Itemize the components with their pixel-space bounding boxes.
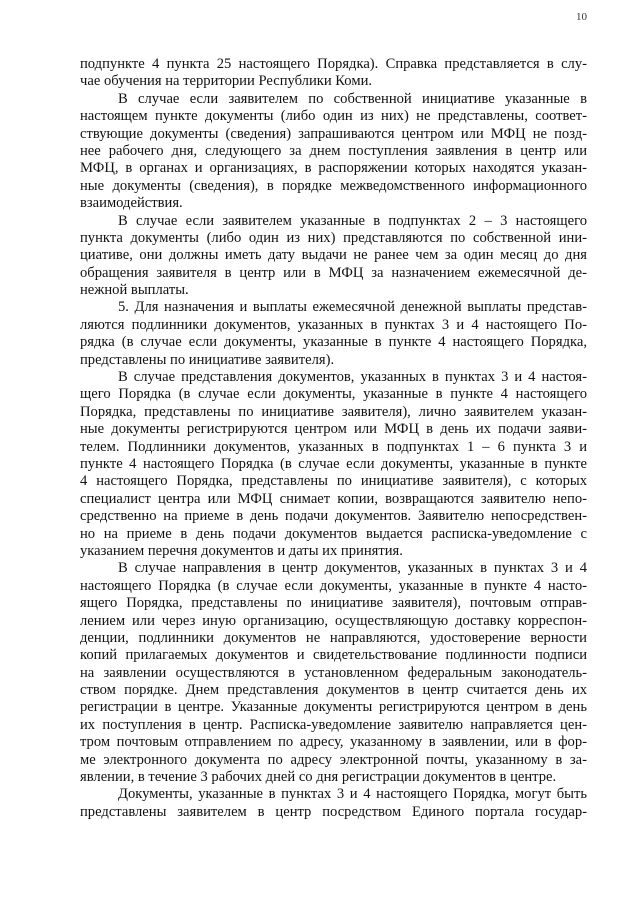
text-line: лением или через иную организацию, осуществляющую доставку корреспон- — [80, 612, 587, 629]
text-line: представлены заявителем в центр посредством Единого портала государ- — [80, 803, 587, 820]
text-line: настоящего Порядка (в случае если документы, указанные в пункте 4 насто- — [80, 577, 587, 594]
text-line: В случае направления в центр документов, указанных в пунктах 3 и 4 — [118, 560, 587, 577]
text-line: ме электронного документа по адресу электронной почты, указанному в за- — [80, 751, 587, 768]
page-number: 10 — [576, 11, 587, 23]
text-line: 5. Для назначения и выплаты ежемесячной денежной выплаты представ- — [118, 299, 587, 316]
text-line: В случае если заявителем указанные в подпунктах 2 – 3 настоящего — [118, 212, 587, 229]
text-line: настоящем пункте документы (либо один из них) не представлены, соответ- — [80, 108, 587, 125]
text-line: Документы, указанные в пунктах 3 и 4 настоящего Порядка, могут быть — [118, 786, 587, 803]
text-line: обращения заявителя в центр или в МФЦ за назначением ежемесячной де- — [80, 264, 587, 281]
text-line: ляются подлинники документов, указанных в пунктах 3 и 4 настоящего По- — [80, 316, 587, 333]
text-line: подпункте 4 пункта 25 настоящего Порядка). Справка представляется в слу- — [80, 56, 587, 72]
text-line: на заявлении осуществляются в установленном федеральным законодатель- — [80, 664, 587, 681]
text-line: ствующие документы (сведения) запрашиваются центром или МФЦ не позд- — [80, 125, 587, 142]
paragraph — [80, 369, 587, 560]
paragraph — [80, 56, 587, 91]
text-line: Порядка, представлены по инициативе заявителя), лично заявителем указан- — [80, 403, 587, 420]
text-line: МФЦ, в органах и организациях, в распоряжении которых находятся указан- — [80, 160, 587, 177]
text-line: представлены по инициативе заявителя). — [80, 351, 335, 368]
text-line: указанием перечня документов и даты их принятия. — [80, 542, 403, 559]
text-line: циативе, они должны иметь дату выдачи не ранее чем за один месяц до дня — [80, 247, 587, 264]
text-line: нежной выплаты. — [80, 282, 189, 299]
text-line: но на приеме в день подачи документов выдается расписка-уведомление с — [80, 525, 587, 542]
text-line: регистрации в центре. Указанные документы регистрируются центром в день — [80, 699, 587, 716]
text-line: тром почтовым отправлением по адресу, указанному в заявлении, или в фор- — [80, 734, 587, 751]
paragraph — [80, 786, 587, 821]
text-line: пункте 4 настоящего Порядка (в случае если документы, указанные в пункте — [80, 455, 587, 472]
document-body — [80, 56, 587, 821]
paragraph — [80, 299, 587, 369]
text-line: В случае если заявителем по собственной инициативе указанные в — [118, 90, 587, 107]
text-line: нее рабочего дня, следующего за днем поступления заявления в центр или — [80, 142, 587, 159]
text-line: В случае представления документов, указанных в пунктах 3 и 4 настоя- — [118, 369, 587, 386]
paragraph — [80, 213, 587, 300]
text-line: рядка (в случае если документы, указанные в пункте 4 настоящего Порядка, — [80, 334, 587, 351]
text-line: взаимодействия. — [80, 195, 183, 212]
text-line: 4 настоящего Порядка, представлены по инициативе заявителя), с которых — [80, 473, 587, 490]
text-line: чае обучения на территории Республики Коми. — [80, 73, 373, 90]
text-line: ящего Порядка, представлены по инициативе заявителя), почтовым отправ- — [80, 595, 587, 612]
paragraph — [80, 560, 587, 786]
text-line: средственно на приеме в день подачи документов. Заявителю непосредствен- — [80, 508, 587, 525]
text-line: щего Порядка (в случае если документы, указанные в пункте 4 настоящего — [80, 386, 587, 403]
text-line: явлении, в течение 3 рабочих дней со дня регистрации документов в центре. — [80, 769, 557, 786]
text-line: денции, подлинники документов не направляются, удостоверение верности — [80, 629, 587, 646]
text-line: их поступления в центр. Расписка-уведомление заявителю направляется цен- — [80, 716, 587, 733]
paragraph — [80, 91, 587, 213]
text-line: телем. Подлинники документов, указанных в подпунктах 1 – 6 пункта 3 и — [80, 438, 587, 455]
text-line: ные документы регистрируются центром или МФЦ в день их подачи заяви- — [80, 421, 587, 438]
text-line: специалист центра или МФЦ снимает копии, возвращаются заявителю непо- — [80, 490, 587, 507]
text-line: пункта документы (либо один из них) представляются по собственной ини- — [80, 229, 587, 246]
text-line: копий прилагаемых документов и свидетельствование подлинности подписи — [80, 647, 587, 664]
text-line: ные документы (сведения), в порядке межведомственного информационного — [80, 177, 587, 194]
text-line: ством порядке. Днем представления документов в центр считается день их — [80, 682, 587, 699]
